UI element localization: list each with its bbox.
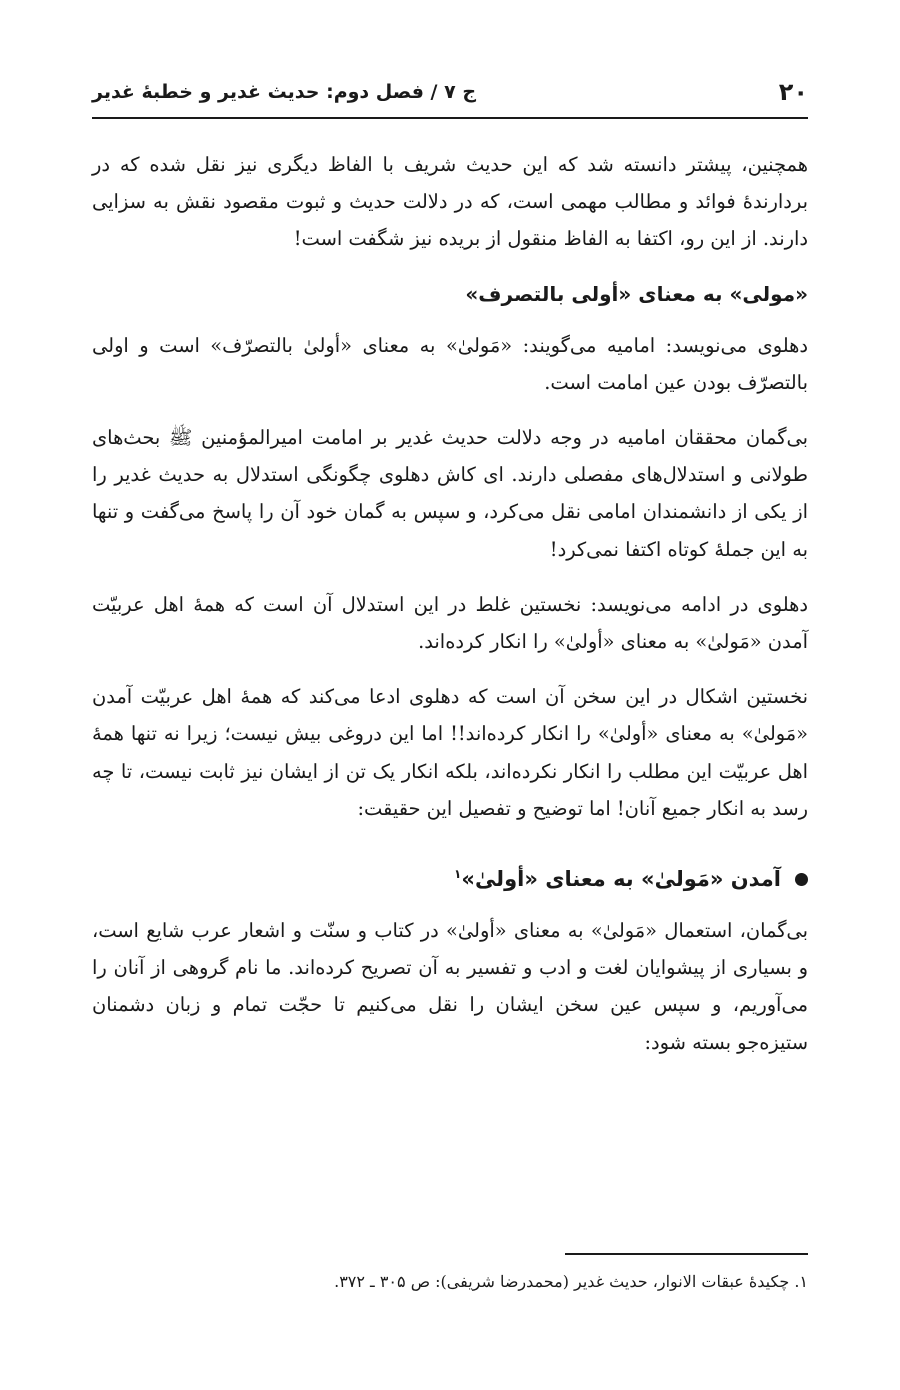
section-heading-text: آمدن «مَولیٰ» به معنای «أولیٰ» [461, 867, 781, 892]
section-heading-mawla-awla [92, 861, 808, 898]
footnote-reference[interactable]: ۱ [454, 867, 462, 882]
paragraph-6: بی‌گمان، استعمال «مَولیٰ» به معنای «أولیٰ» در کتاب و سنّت و اشعار عرب شایع است، و بسیاری از پیشوایان لغت و ادب و تفسیر به آن تصریح کرده‌اند. ما نام گروهی از آنان را می‌آوریم، و سپس عین سخن ایشان را نقل می‌کنیم تا حجّت تمام و زبان دشمنان ستیزه‌جو بسته شود: [92, 919, 808, 1054]
paragraph-2: دهلوی می‌نویسد: امامیه می‌گویند: «مَولیٰ» به معنای «أولیٰ بالتصرّف» است و اولی بالتصرّف بودن عین امامت است. [92, 333, 808, 394]
running-head [92, 74, 808, 110]
paragraph-1: همچنین، پیشتر دانسته شد که این حدیث شریف با الفاظ دیگری نیز نقل شده که در بردارندهٔ فوائد و مطالب مهمی است، که در دلالت حدیث و ثبوت مقصود نقش به سزایی دارند. از این رو، اکتفا به الفاظ منقول از بریده نیز شگفت است! [92, 153, 808, 251]
paragraph-5: نخستین اشکال در این سخن آن است که دهلوی ادعا می‌کند که همهٔ اهل عربیّت آمدن «مَولیٰ» به معنای «أولیٰ» را انکار کرده‌اند!! اما این دروغی بیش نیست؛ زیرا نه تنها همهٔ اهل عربیّت این مطلب را انکار نکرده‌اند، بلکه انکار یک تن از ایشان نیز ثابت نیست، تا چه رسد به انکار جمیع آنان! اما توضیح و تفصیل این حقیقت: [92, 685, 808, 820]
footnote-rule [565, 1253, 808, 1255]
section-heading-mawla-awla-bi-tasarruf: «مولی» به معنای «أولی بالتصرف» [465, 281, 808, 306]
bullet-icon [795, 873, 808, 886]
book-page [92, 0, 808, 1390]
page-number: ۲۰ [778, 78, 808, 106]
body-text [92, 146, 808, 1061]
footnote: ۱. چکیدهٔ عبقات الانوار، حدیث غدیر (محمدرضا شریفی): ص ۳۰۵ ـ ۳۷۲. [334, 1272, 808, 1291]
header-rule [92, 117, 808, 119]
paragraph-3: بی‌گمان محققان امامیه در وجه دلالت حدیث غدیر بر امامت امیرالمؤمنین ﷺ بحث‌های طولانی و استدلال‌های مفصلی دارند. ای کاش دهلوی چگونگی استدلال به حدیث غدیر را از یکی از دانشمندان امامی نقل می‌کرد، و سپس به گمان خود آن را پاسخ می‌گفت و تنها به این جملهٔ کوتاه اکتفا نمی‌کرد! [92, 426, 808, 561]
paragraph-4: دهلوی در ادامه می‌نویسد: نخستین غلط در این استدلال آن است که همهٔ اهل عربیّت آمدن «مَولیٰ» به معنای «أولیٰ» را انکار کرده‌اند. [92, 592, 808, 654]
running-title: ج ۷ / فصل دوم: حدیث غدیر و خطبهٔ غدیر [92, 81, 477, 103]
